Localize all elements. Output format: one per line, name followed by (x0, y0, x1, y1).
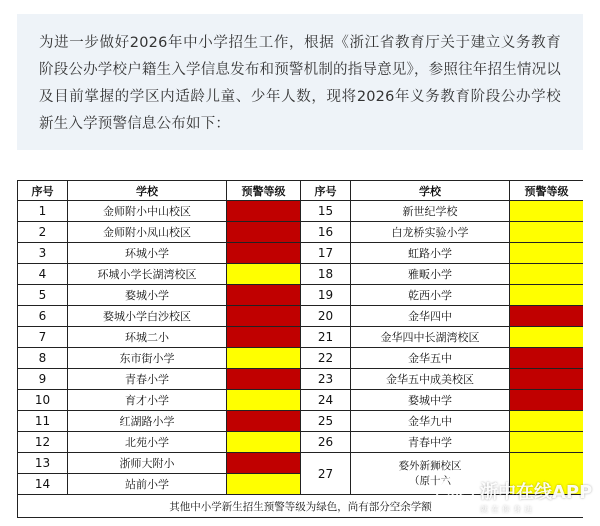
warning-level-cell (227, 453, 301, 474)
app-logo-icon (436, 477, 474, 515)
app-logo-text: 金华 (445, 492, 464, 503)
warning-level-cell (227, 264, 301, 285)
table-row (18, 264, 584, 285)
school-name: 新世纪学校 (351, 201, 510, 222)
school-name: 金师附小凤山校区 (68, 222, 227, 243)
warning-level-cell (227, 243, 301, 264)
row-number: 13 (18, 453, 68, 474)
warning-level-cell (510, 222, 584, 243)
school-name: 环城小学 (68, 243, 227, 264)
table-row (18, 222, 584, 243)
table-row (18, 327, 584, 348)
warning-level-cell (510, 432, 584, 453)
warning-level-cell (227, 390, 301, 411)
row-number: 26 (301, 432, 351, 453)
warning-level-cell (510, 369, 584, 390)
warning-level-cell (227, 369, 301, 390)
row-number: 16 (301, 222, 351, 243)
table-row (18, 306, 584, 327)
row-number: 4 (18, 264, 68, 285)
row-number: 20 (301, 306, 351, 327)
row-number: 22 (301, 348, 351, 369)
row-number: 23 (301, 369, 351, 390)
row-number: 5 (18, 285, 68, 306)
watermark-text (480, 478, 592, 515)
warning-level-cell (510, 264, 584, 285)
school-name: 金华五中 (351, 348, 510, 369)
school-name: 东市街小学 (68, 348, 227, 369)
row-number: 17 (301, 243, 351, 264)
warning-level-cell (227, 348, 301, 369)
school-name: 红湖路小学 (68, 411, 227, 432)
school-name: 环城小学长湖湾校区 (68, 264, 227, 285)
warning-level-cell (227, 306, 301, 327)
header-no-left: 序号 (18, 181, 68, 201)
warning-level-cell (510, 285, 584, 306)
row-number: 15 (301, 201, 351, 222)
warning-level-cell (227, 327, 301, 348)
school-name: 站前小学 (68, 474, 227, 495)
school-name-line2: （原十六 (409, 474, 451, 487)
school-name: 青春小学 (68, 369, 227, 390)
warning-level-cell (227, 201, 301, 222)
row-number: 1 (18, 201, 68, 222)
row-number: 19 (301, 285, 351, 306)
header-level-right: 预警等级 (510, 181, 584, 201)
table-row (18, 453, 584, 474)
school-name: 婺城小学 (68, 285, 227, 306)
school-name-line1: 婺外新狮校区 (398, 459, 462, 472)
table-row (18, 390, 584, 411)
school-name: 北苑小学 (68, 432, 227, 453)
school-name: 虹路小学 (351, 243, 510, 264)
school-name: 金华九中 (351, 411, 510, 432)
school-name: 金华四中长湖湾校区 (351, 327, 510, 348)
row-number: 14 (18, 474, 68, 495)
table-header-row (18, 181, 584, 201)
warning-level-cell (227, 285, 301, 306)
row-number: 7 (18, 327, 68, 348)
row-number: 2 (18, 222, 68, 243)
school-name: 金华四中 (351, 306, 510, 327)
school-name: 婺城中学 (351, 390, 510, 411)
school-name: 育才小学 (68, 390, 227, 411)
school-name: 金华五中成美校区 (351, 369, 510, 390)
row-number: 3 (18, 243, 68, 264)
school-name: 乾西小学 (351, 285, 510, 306)
table-row (18, 432, 584, 453)
table-row (18, 201, 584, 222)
watermark-subtitle: 就在你身边 (480, 504, 535, 514)
row-number: 11 (18, 411, 68, 432)
warning-level-cell (510, 306, 584, 327)
row-number: 21 (301, 327, 351, 348)
warning-level-cell (510, 201, 584, 222)
enrollment-warning-table (17, 180, 583, 518)
school-name: 雅畈小学 (351, 264, 510, 285)
app-watermark (436, 472, 596, 520)
warning-level-cell (510, 390, 584, 411)
article-intro-text: 为进一步做好2026年中小学招生工作，根据《浙江省教育厅关于建立义务教育阶段公办学校户籍生入学信息发布和预警机制的指导意见》，参照往年招生情况以及目前掌握的学区内适龄儿童、少年人数，现将2026年义务教育阶段公办学校新生入学预警信息公布如下： (39, 35, 561, 132)
table-row (18, 411, 584, 432)
warning-level-cell (227, 432, 301, 453)
school-name: 浙师大附小 (68, 453, 227, 474)
table-row (18, 243, 584, 264)
table-body (18, 201, 584, 518)
row-number: 8 (18, 348, 68, 369)
school-name: 婺城小学白沙校区 (68, 306, 227, 327)
header-no-right: 序号 (301, 181, 351, 201)
warning-level-cell (510, 327, 584, 348)
warning-level-cell (227, 474, 301, 495)
table-row (18, 285, 584, 306)
warning-level-cell (510, 243, 584, 264)
row-number: 27 (301, 453, 351, 495)
row-number: 18 (301, 264, 351, 285)
school-name: 青春中学 (351, 432, 510, 453)
header-school-right: 学校 (351, 181, 510, 201)
header-school-left: 学校 (68, 181, 227, 201)
watermark-title: 浙中在线APP (480, 481, 593, 503)
table-footer-note: 其他中小学新生招生预警等级为绿色，尚有部分空余学额 (18, 495, 584, 518)
header-level-left: 预警等级 (227, 181, 301, 201)
row-number: 10 (18, 390, 68, 411)
table-row (18, 348, 584, 369)
warning-level-cell (510, 348, 584, 369)
warning-level-cell (227, 411, 301, 432)
warning-table-container (17, 180, 583, 518)
school-name: 环城二小 (68, 327, 227, 348)
row-number: 6 (18, 306, 68, 327)
warning-level-cell (510, 411, 584, 432)
table-row (18, 369, 584, 390)
warning-level-cell (227, 222, 301, 243)
school-name: 白龙桥实验小学 (351, 222, 510, 243)
row-number: 25 (301, 411, 351, 432)
article-intro-panel (17, 14, 583, 150)
row-number: 24 (301, 390, 351, 411)
school-name: 金师附小中山校区 (68, 201, 227, 222)
row-number: 12 (18, 432, 68, 453)
row-number: 9 (18, 369, 68, 390)
